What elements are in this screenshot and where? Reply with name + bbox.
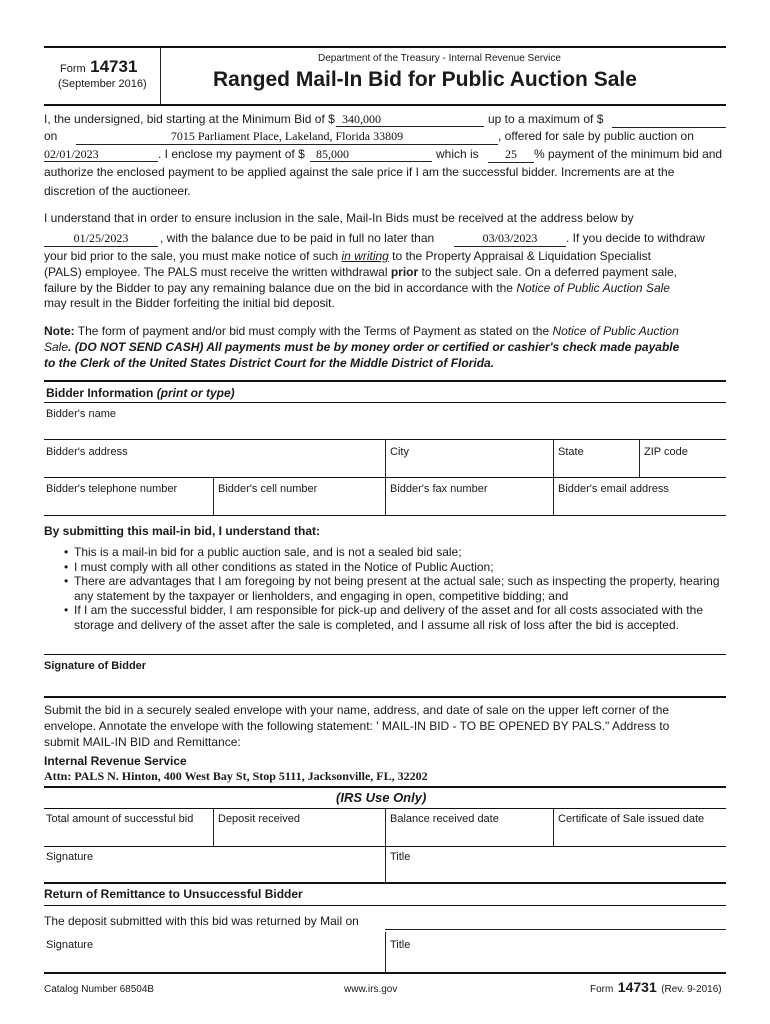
catalog-number: Catalog Number 68504B [44, 984, 155, 995]
withdraw-text: . If you decide to withdraw [566, 231, 705, 245]
which-is-text: which is [436, 147, 479, 161]
bidder-heading: Bidder Information (print or type) [46, 386, 235, 400]
submit-line2: envelope. Annotate the envelope with the following statement: ' MAIL-IN BID - TO BE OPENED BY PALS." Address to [44, 719, 670, 733]
bidder-heading-rule [44, 402, 726, 403]
return-date-field[interactable] [385, 914, 726, 930]
address-city-divider [385, 439, 386, 477]
form-label: Form 14731 [60, 57, 138, 76]
deadline-line3: your bid prior to the sale, you must make notice of such in writing to the Property Appraisal & Liquidation Specialist [44, 249, 651, 263]
header-divider [160, 48, 161, 104]
submit-line3: submit MAIL-IN BID and Remittance: [44, 735, 241, 749]
percent-field[interactable]: 25 [488, 147, 534, 163]
irs-div-1 [213, 808, 214, 846]
return-heading-rule [44, 905, 726, 906]
irs-div-3 [553, 808, 554, 846]
list-item: • There are advantages that I am foregoing by not being present at the actual sale; such as inspecting the property, hearing any statement by the taxpayer or lienholders, and engaging in open, competitive bidding; and [54, 574, 734, 603]
intro-line4: authorize the enclosed payment to be applied against the sale price if I am the successful bidder. Increments are at the [44, 165, 675, 179]
total-amount-label: Total amount of successful bid [46, 813, 194, 825]
deadline-line4: (PALS) employee. The PALS must receive the written withdrawal prior to the subject sale. On a deferred payment sale, [44, 265, 677, 279]
note-line2: Sale. (DO NOT SEND CASH) All payments must be by money order or certified or cashier's check made payable [44, 340, 680, 354]
fax-label: Bidder's fax number [390, 483, 488, 495]
list-item: • I must comply with all other conditions as stated in the Notice of Public Auction; [54, 560, 734, 575]
on-label: on [44, 129, 58, 143]
irs-signature-label: Signature [46, 851, 94, 863]
deposit-received-label: Deposit received [218, 813, 300, 825]
header-bottom-rule [44, 104, 726, 106]
bidder-name-label: Bidder's name [46, 408, 116, 420]
bidder-address-label: Bidder's address [46, 446, 128, 458]
intro-line1-prefix: I, the undersigned, bid starting at the Minimum Bid of $ [44, 112, 335, 126]
department-name: Department of the Treasury - Internal Revenue Service [318, 53, 561, 64]
top-rule [44, 46, 726, 48]
note-line1: Note: The form of payment and/or bid must comply with the Terms of Payment as stated on the Notice of Public Auction [44, 324, 679, 338]
intro-line5: discretion of the auctioneer. [44, 184, 191, 198]
city-label: City [390, 446, 409, 458]
irs-div-2 [385, 808, 386, 846]
city-state-divider [553, 439, 554, 477]
percent-text: % payment of the minimum bid and [534, 147, 723, 161]
irs-row2-rule [44, 882, 726, 884]
property-address-field[interactable]: 7015 Parliament Place, Lakeland, Florida 33809 [76, 129, 498, 145]
balance-text: , with the balance due to be paid in full no later than [160, 231, 435, 245]
footer-form-id: Form 14731 (Rev. 9-2016) [590, 979, 722, 995]
balance-received-label: Balance received date [390, 813, 499, 825]
return-title-label: Title [390, 939, 411, 951]
offered-text: , offered for sale by public auction on [498, 129, 694, 143]
understand-heading: By submitting this mail-in bid, I understand that: [44, 524, 320, 538]
received-by-field[interactable]: 01/25/2023 [44, 231, 158, 247]
max-bid-field[interactable] [612, 112, 726, 128]
balance-due-field[interactable]: 03/03/2023 [454, 231, 566, 247]
form-number: 14731 [90, 57, 138, 76]
list-item: • If I am the successful bidder, I am responsible for pick-up and delivery of the asset and for all costs associated with the storage and delivery of the asset after the sale is completed, and I assume all risk of loss after the bid is accepted. [54, 603, 734, 632]
return-deposit-text: The deposit submitted with this bid was returned by Mail on [44, 914, 359, 928]
phone-cell-divider [213, 477, 214, 515]
min-bid-field[interactable]: 340,000 [336, 112, 484, 127]
irs-title-label: Title [390, 851, 411, 863]
attn-address: Attn: PALS N. Hinton, 400 West Bay St, Stop 5111, Jacksonville, FL, 32202 [44, 769, 428, 783]
cell-label: Bidder's cell number [218, 483, 318, 495]
understand-list [54, 545, 734, 632]
return-bottom-rule [44, 972, 726, 974]
state-zip-divider [639, 439, 640, 477]
state-label: State [558, 446, 584, 458]
certificate-label: Certificate of Sale issued date [558, 813, 705, 825]
deadline-line1: I understand that in order to ensure inclusion in the sale, Mail-In Bids must be received at the address below by [44, 211, 634, 225]
enclose-text: . I enclose my payment of $ [158, 147, 305, 161]
page-title: Ranged Mail-In Bid for Public Auction Sale [213, 68, 637, 91]
contact-row-rule [44, 515, 726, 516]
email-label: Bidder's email address [558, 483, 669, 495]
irs-use-heading: (IRS Use Only) [336, 790, 427, 805]
submit-line1: Submit the bid in a securely sealed envelope with your name, address, and date of sale on the upper left corner of the [44, 703, 670, 717]
irs-sig-title-divider [385, 846, 386, 882]
bidder-top-rule [44, 380, 726, 382]
deadline-line6: may result in the Bidder forfeiting the initial bid deposit. [44, 296, 335, 310]
phone-label: Bidder's telephone number [46, 483, 178, 495]
return-sig-title-divider [385, 932, 386, 972]
irs-use-top-rule [44, 786, 726, 788]
form-date: (September 2016) [58, 78, 147, 90]
payment-amount-field[interactable]: 85,000 [310, 147, 432, 162]
irs-name: Internal Revenue Service [44, 754, 187, 768]
irs-website: www.irs.gov [344, 984, 398, 995]
signature-of-bidder-label: Signature of Bidder [44, 660, 147, 672]
return-signature-label: Signature [46, 939, 94, 951]
deadline-line5: failure by the Bidder to pay any remaining balance due on the bid in accordance with the Notice of Public Auction Sale [44, 281, 670, 295]
note-line3: to the Clerk of the United States District Court for the Middle District of Florida. [44, 356, 495, 370]
list-item: • This is a mail-in bid for a public auction sale, and is not a sealed bid sale; [54, 545, 734, 560]
signature-top-rule [44, 654, 726, 655]
fax-email-divider [553, 477, 554, 515]
signature-bottom-rule [44, 696, 726, 698]
return-heading: Return of Remittance to Unsuccessful Bidder [44, 887, 303, 901]
intro-line1-mid: up to a maximum of $ [488, 112, 604, 126]
cell-fax-divider [385, 477, 386, 515]
zip-label: ZIP code [644, 446, 688, 458]
auction-date-field[interactable]: 02/01/2023 [44, 147, 158, 162]
